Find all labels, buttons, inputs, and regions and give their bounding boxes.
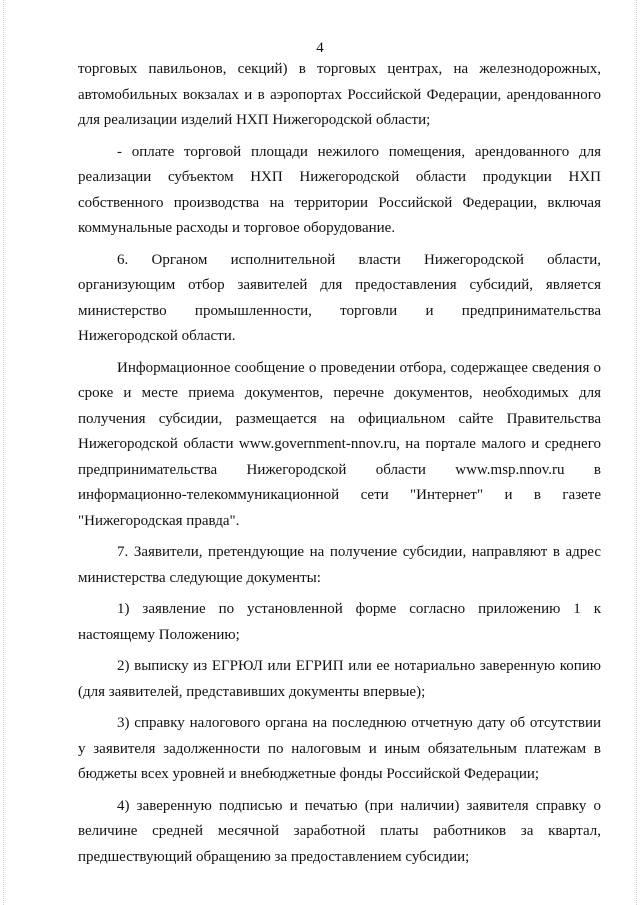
page-number: 4 (316, 40, 324, 56)
page-edge-right (636, 0, 638, 905)
paragraph-item-7: 7. Заявители, претендующие на получение субсидии, направляют в адрес министерства следующие документы: (78, 544, 601, 586)
paragraph-continuation: торговых павильонов, секций) в торговых центрах, на железнодорожных, автомобильных вокзалах и в аэропортах Российской Федерации, арендованного для реализации изделий НХП Нижегородской области; (78, 61, 601, 128)
list-item-3: 3) справку налогового органа на последнюю отчетную дату об отсутствии у заявителя задолженности по налоговым и иным обязательным платежам в бюджеты всех уровней и внебюджетные фонды Российской Федерации; (78, 715, 601, 782)
paragraph-item-6: 6. Органом исполнительной власти Нижегородской области, организующим отбор заявителей для предоставления субсидий, является министерство промышленности, торговли и предпринимательства Нижегородской области. (78, 251, 601, 344)
document-body (78, 57, 601, 870)
list-item-1: 1) заявление по установленной форме согласно приложению 1 к настоящему Положению; (78, 601, 601, 643)
paragraph-rent-payment: - оплате торговой площади нежилого помещения, арендованного для реализации субъектом НХП Нижегородской области продукции НХП собственного производства на территории Российской Федерации, включая коммунальные расходы и торговое оборудование. (78, 143, 601, 236)
page-edge-left (3, 0, 5, 905)
paragraph-info-message: Информационное сообщение о проведении отбора, содержащее сведения о сроке и месте приема документов, перечне документов, необходимых для получения субсидии, размещается на официальном сайте Правительства Нижегородской области www.government-nnov.ru, на портале малого и среднего предпринимательства Нижегородской области www.msp.nnov.ru в информационно-телекоммуникационной сети "Интернет" и в газете "Нижегородская правда". (78, 359, 601, 529)
list-item-2: 2) выписку из ЕГРЮЛ или ЕГРИП или ее нотариально заверенную копию (для заявителей, представивших документы впервые); (78, 658, 601, 700)
list-item-4: 4) заверенную подписью и печатью (при наличии) заявителя справку о величине средней месячной заработной платы работников за квартал, предшествующий обращению за предоставлением субсидии; (78, 797, 601, 865)
